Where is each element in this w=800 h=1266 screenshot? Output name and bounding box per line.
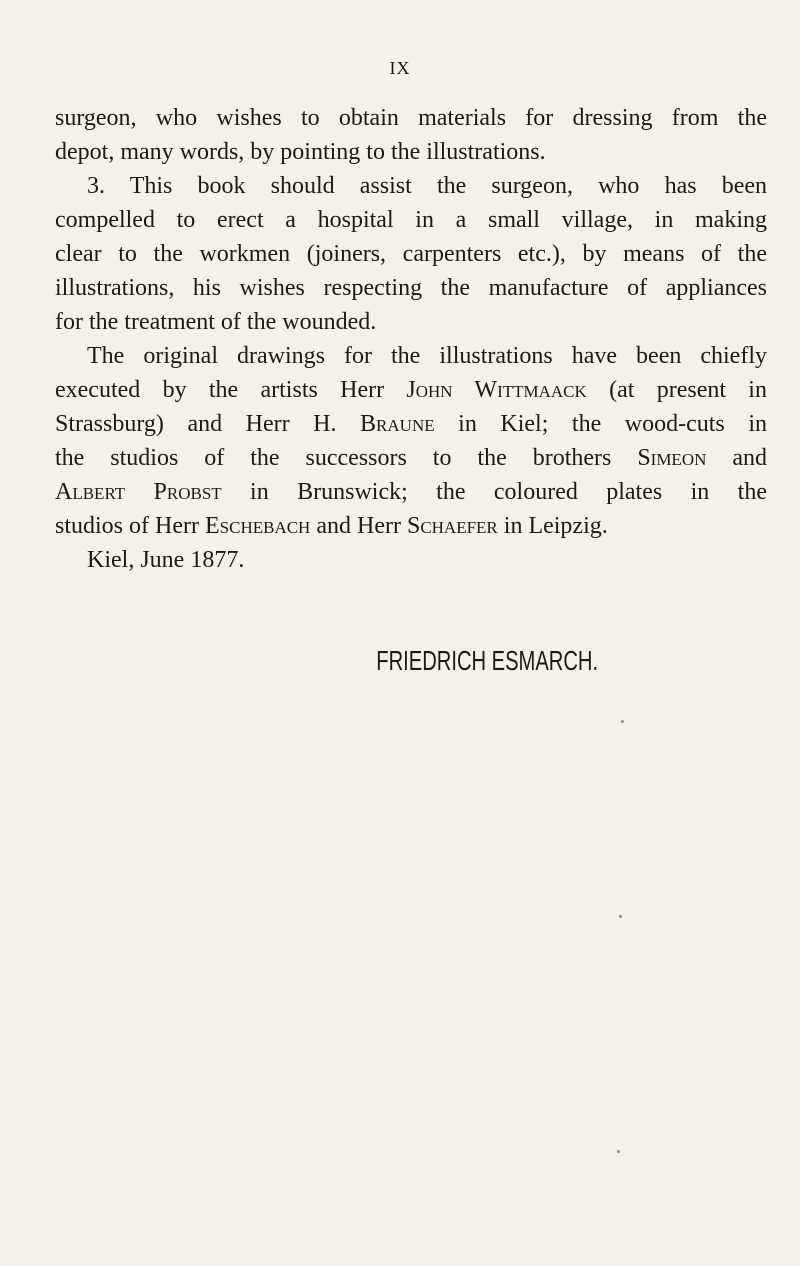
text-span: Strassburg) and Herr H. — [55, 411, 361, 437]
person-name: Schaefer — [406, 513, 498, 539]
page-number: IX — [389, 58, 411, 78]
text-line — [55, 373, 767, 407]
paragraph-item-3 — [55, 169, 767, 339]
text-line: surgeon, who wishes to obtain materials for dressing from the — [55, 105, 767, 131]
person-name: Braune — [360, 411, 435, 437]
text-line: for the treatment of the wounded. — [55, 309, 377, 335]
text-span: and Herr — [310, 513, 407, 539]
text-line: 3. This book should assist the surgeon, who has been — [87, 173, 767, 199]
text-line: depot, many words, by pointing to the illustrations. — [55, 139, 546, 165]
text-span: in Kiel; the wood-cuts in — [434, 411, 767, 437]
text-line: compelled to erect a hospital in a small village, in making — [55, 207, 767, 233]
text-line: Kiel, June 1877. — [87, 547, 245, 573]
text-line: illustrations, his wishes respecting the manufacture of appliances — [55, 275, 767, 301]
text-line: The original drawings for the illustrations have been chiefly — [87, 343, 767, 369]
text-span: (at present in — [586, 377, 767, 403]
person-name: Albert Probst — [55, 479, 222, 505]
paper-speck — [619, 915, 622, 918]
text-line — [55, 475, 767, 509]
person-name: Simeon — [637, 445, 707, 471]
text-span: studios of Herr — [55, 513, 205, 539]
place-date — [55, 543, 767, 577]
text-line: clear to the workmen (joiners, carpenters etc.), by means of the — [55, 241, 767, 267]
preface-text — [55, 101, 767, 577]
person-name: Eschebach — [204, 513, 311, 539]
paper-speck — [617, 1150, 620, 1153]
paragraph-credits — [55, 339, 767, 543]
person-name: John Wittmaack — [406, 377, 587, 403]
text-span: in Brunswick; the coloured plates in the — [221, 479, 767, 505]
text-span: and — [706, 445, 767, 471]
text-span: in Leipzig. — [497, 513, 608, 539]
text-line — [55, 407, 767, 441]
author-signature: FRIEDRICH ESMARCH. — [376, 645, 599, 676]
text-line — [55, 509, 767, 543]
text-line — [55, 441, 767, 475]
paragraph-continued — [55, 101, 767, 169]
text-span: executed by the artists Herr — [55, 377, 407, 403]
paper-speck — [621, 720, 624, 723]
text-span: the studios of the successors to the brothers — [55, 445, 638, 471]
